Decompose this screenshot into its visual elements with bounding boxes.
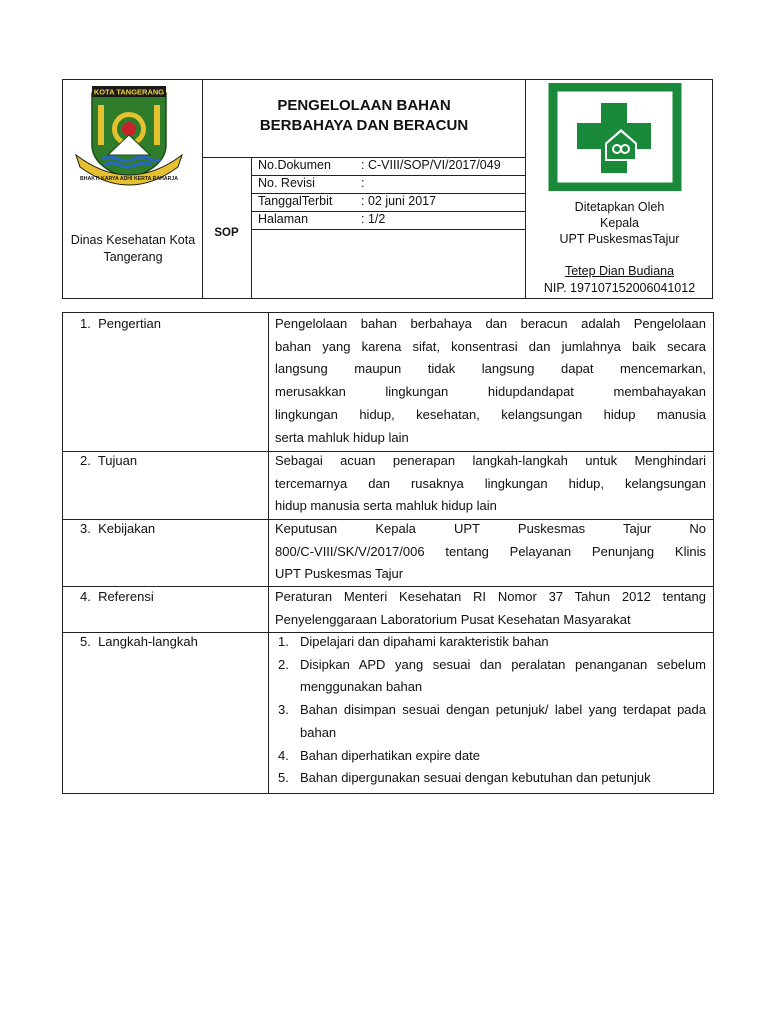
step-item: [272, 767, 706, 790]
meta-value: : C-VIII/SOP/VI/2017/049: [361, 158, 501, 172]
agency-name: Dinas Kesehatan Kota Tangerang: [70, 233, 196, 264]
row-label-pengertian: 1. Pengertian: [80, 316, 161, 331]
step-text: Bahan dipergunakan sesuai dengan kebutuhan dan petunjuk: [300, 770, 651, 786]
signer-name: Tetep Dian Budiana: [564, 264, 675, 278]
meta-label: No. Revisi: [258, 176, 315, 190]
approval-line3: UPT PuskesmasTajur: [559, 232, 680, 246]
step-number: 3.: [278, 702, 289, 718]
meta-label: Halaman: [258, 212, 309, 226]
text-line: Penyelenggaraan Laboratorium Pusat Kesehatan Masyarakat: [275, 611, 631, 627]
kota-tangerang-logo: [70, 83, 188, 193]
text-line: Peraturan Menteri Kesehatan RI Nomor 37 Tahun 2012 tentang: [275, 589, 706, 604]
text-line: serta mahluk hidup lain: [275, 429, 409, 445]
step-number: 1.: [278, 634, 289, 649]
row-label-langkah: 5. Langkah-langkah: [80, 634, 198, 649]
text-line: 800/C-VIII/SK/V/2017/006 tentang Pelayanan Penunjang Klinis: [275, 543, 706, 559]
logo-banner-text: KOTA TANGERANG: [93, 87, 165, 97]
approval-line2: Kepala: [600, 216, 639, 230]
step-text: Disipkan APD yang sesuai dan peralatan penanganan sebelum menggunakan bahan: [300, 656, 706, 695]
logo-motto-text: BHAKTI KARYA ADHI KERTA RAHARJA: [79, 176, 179, 182]
step-text: Bahan disimpan sesuai dengan petunjuk/ label yang terdapat pada bahan: [300, 702, 706, 740]
meta-label: No.Dokumen: [258, 158, 331, 172]
row-content-referensi: [275, 586, 706, 631]
step-text: Dipelajari dan dipahami karakteristik bahan: [300, 634, 549, 649]
sop-label: SOP: [214, 227, 239, 239]
text-line: lingkungan hidup, kesehatan, kelangsungan hidup manusia: [275, 406, 706, 422]
row-label-kebijakan: 3. Kebijakan: [80, 521, 156, 536]
text-line: Sebagai acuan penerapan langkah-langkah untuk Menghindari: [275, 453, 706, 468]
text-line: tercemarnya dan rusaknya lingkungan hidup, kelangsungan: [275, 475, 706, 491]
meta-value: : 02 juni 2017: [361, 194, 437, 208]
text-line: langsung maupun tidak langsung dapat mencemarkan,: [275, 361, 706, 377]
text-line: UPT Puskesmas Tajur: [275, 566, 404, 582]
text-line: Pengelolaan bahan berbahaya dan beracun adalah Pengelolaan: [275, 316, 706, 331]
step-item: [272, 745, 706, 768]
puskesmas-logo: [547, 83, 683, 191]
meta-row-halaman: [258, 211, 524, 229]
step-item: [272, 654, 706, 699]
signer-nip: NIP. 197107152006041012: [543, 281, 696, 295]
meta-row-revisi: [258, 175, 524, 193]
row-label-tujuan: 2. Tujuan: [80, 453, 138, 468]
meta-value: : 1/2: [361, 212, 386, 226]
text-line: hidup manusia serta mahluk hidup lain: [275, 498, 497, 514]
row-label-referensi: 4. Referensi: [80, 589, 154, 604]
text-line: bahan yang karena sifat, konsentrasi dan jumlahnya baik secara: [275, 338, 706, 354]
text-line: Keputusan Kepala UPT Puskesmas Tajur No: [275, 521, 706, 536]
row-content-pengertian: [275, 313, 706, 449]
document-title: PENGELOLAAN BAHAN BERBAHAYA DAN BERACUN: [259, 97, 469, 134]
row-content-tujuan: [275, 450, 706, 518]
text-line: merusakkan lingkungan hidupdandapat membahayakan: [275, 384, 706, 400]
step-item: [272, 699, 706, 744]
step-item: [272, 631, 706, 654]
approval-line1: Ditetapkan Oleh: [574, 200, 665, 214]
approval-block: [526, 199, 713, 247]
step-number: 4.: [278, 747, 289, 763]
meta-row-tanggal: [258, 193, 524, 211]
step-number: 5.: [278, 770, 289, 786]
meta-row-dokumen: [258, 157, 524, 175]
meta-label: TanggalTerbit: [258, 194, 333, 208]
step-text: Bahan diperhatikan expire date: [300, 747, 480, 763]
row-content-kebijakan: [275, 518, 706, 586]
meta-value: :: [361, 176, 365, 190]
row-content-langkah: [272, 631, 706, 790]
step-number: 2.: [278, 656, 289, 672]
